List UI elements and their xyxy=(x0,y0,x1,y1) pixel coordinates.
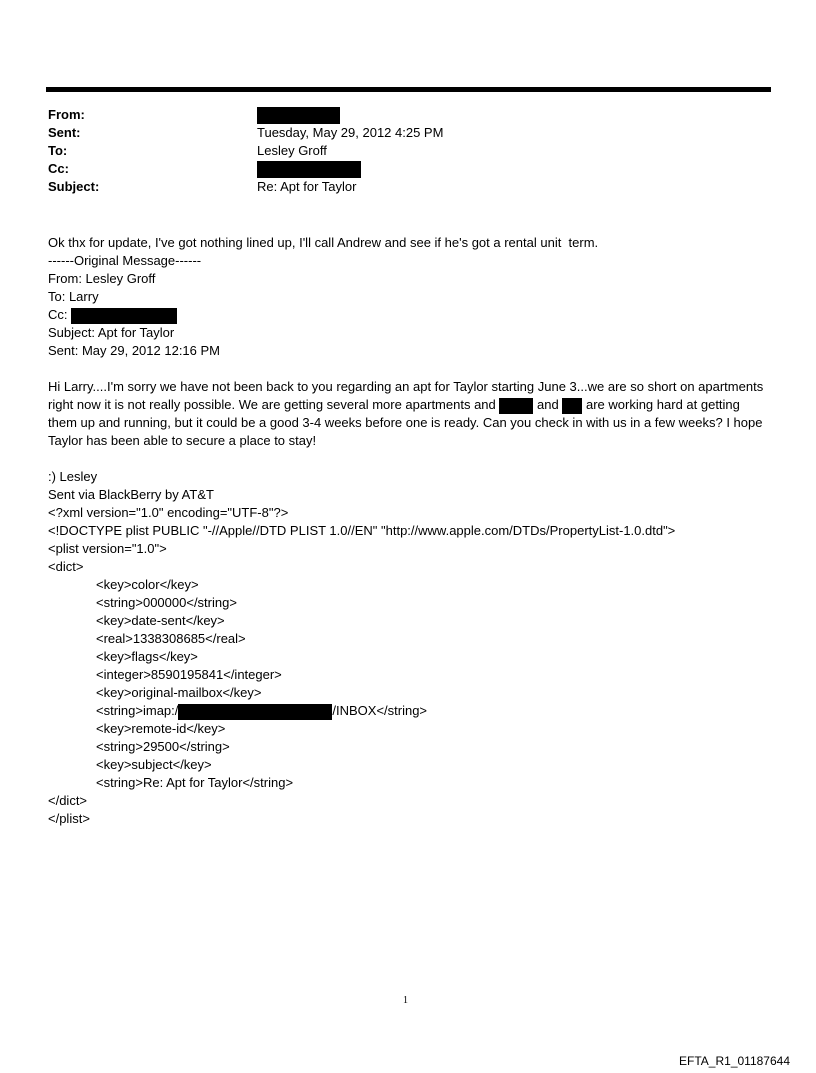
redacted-name-2 xyxy=(562,398,582,414)
plist-doctype: <!DOCTYPE plist PUBLIC "-//Apple//DTD PLIST 1.0//EN" "http://www.apple.com/DTDs/PropertyList-1.0.dtd"> xyxy=(48,523,676,538)
sent-value: Tuesday, May 29, 2012 4:25 PM xyxy=(257,125,444,140)
subject-label: Subject: xyxy=(48,179,100,194)
plist-entry: <string>000000</string> xyxy=(96,595,237,610)
email-header xyxy=(48,106,770,196)
plist-entry: <string>29500</string> xyxy=(96,739,230,754)
page-number: 1 xyxy=(403,995,408,1006)
plist-xml-decl: <?xml version="1.0" encoding="UTF-8"?> xyxy=(48,505,289,520)
cc-value-redacted xyxy=(257,160,361,178)
sent-via: Sent via BlackBerry by AT&T xyxy=(48,487,214,502)
imap-redacted xyxy=(178,704,332,720)
plist-close: </plist> xyxy=(48,811,90,826)
original-body-and: and xyxy=(537,397,559,412)
plist-entry: <real>1338308685</real> xyxy=(96,631,246,646)
plist-entry: <key>date-sent</key> xyxy=(96,613,225,628)
original-cc-prefix: Cc: xyxy=(48,307,68,322)
plist-open: <plist version="1.0"> xyxy=(48,541,167,556)
plist-entry: <string>Re: Apt for Taylor</string> xyxy=(96,775,294,790)
plist-entry: <key>subject</key> xyxy=(96,757,212,772)
original-cc-redacted xyxy=(71,308,177,324)
plist-entry: <key>original-mailbox</key> xyxy=(96,685,262,700)
dict-open: <dict> xyxy=(48,559,84,574)
plist-entry: <key>color</key> xyxy=(96,577,199,592)
redacted-name-1 xyxy=(499,398,533,414)
original-divider: ------Original Message------ xyxy=(48,253,202,268)
original-body-paragraph xyxy=(48,378,770,450)
imap-suffix: /INBOX</string> xyxy=(332,703,428,718)
plist-imap xyxy=(48,702,770,720)
message-body xyxy=(48,234,770,828)
original-cc xyxy=(48,306,770,324)
reply-text: Ok thx for update, I've got nothing lined up, I'll call Andrew and see if he's got a rental unit term. xyxy=(48,235,599,250)
plist-entry: <integer>8590195841</integer> xyxy=(96,667,282,682)
plist-entry: <key>flags</key> xyxy=(96,649,198,664)
sent-label: Sent: xyxy=(48,125,81,140)
from-value-redacted xyxy=(257,106,340,124)
dict-close: </dict> xyxy=(48,793,88,808)
signoff: :) Lesley xyxy=(48,469,98,484)
bates-number: EFTA_R1_01187644 xyxy=(679,1054,790,1068)
original-from: From: Lesley Groff xyxy=(48,271,156,286)
cc-label: Cc: xyxy=(48,161,69,176)
original-to: To: Larry xyxy=(48,289,99,304)
original-sent: Sent: May 29, 2012 12:16 PM xyxy=(48,343,220,358)
plist-entry: <key>remote-id</key> xyxy=(96,721,226,736)
original-body-part2: are working hard at getting them up and running, but it could be a good 3-4 weeks before one is ready. Can you check in with us in a few weeks? I hope Taylor has been able to secure a place to stay! xyxy=(48,397,763,448)
original-body-part1: Hi Larry....I'm sorry we have not been back to you regarding an apt for Taylor starting June 3...we are so short on apartments right now it is not really possible. We are getting several more apartments and xyxy=(48,379,764,412)
original-subject: Subject: Apt for Taylor xyxy=(48,325,175,340)
to-label: To: xyxy=(48,143,68,158)
from-label: From: xyxy=(48,107,85,122)
header-rule xyxy=(46,87,771,92)
to-value: Lesley Groff xyxy=(257,143,327,158)
subject-value: Re: Apt for Taylor xyxy=(257,179,357,194)
imap-prefix: <string>imap:/ xyxy=(96,703,179,718)
